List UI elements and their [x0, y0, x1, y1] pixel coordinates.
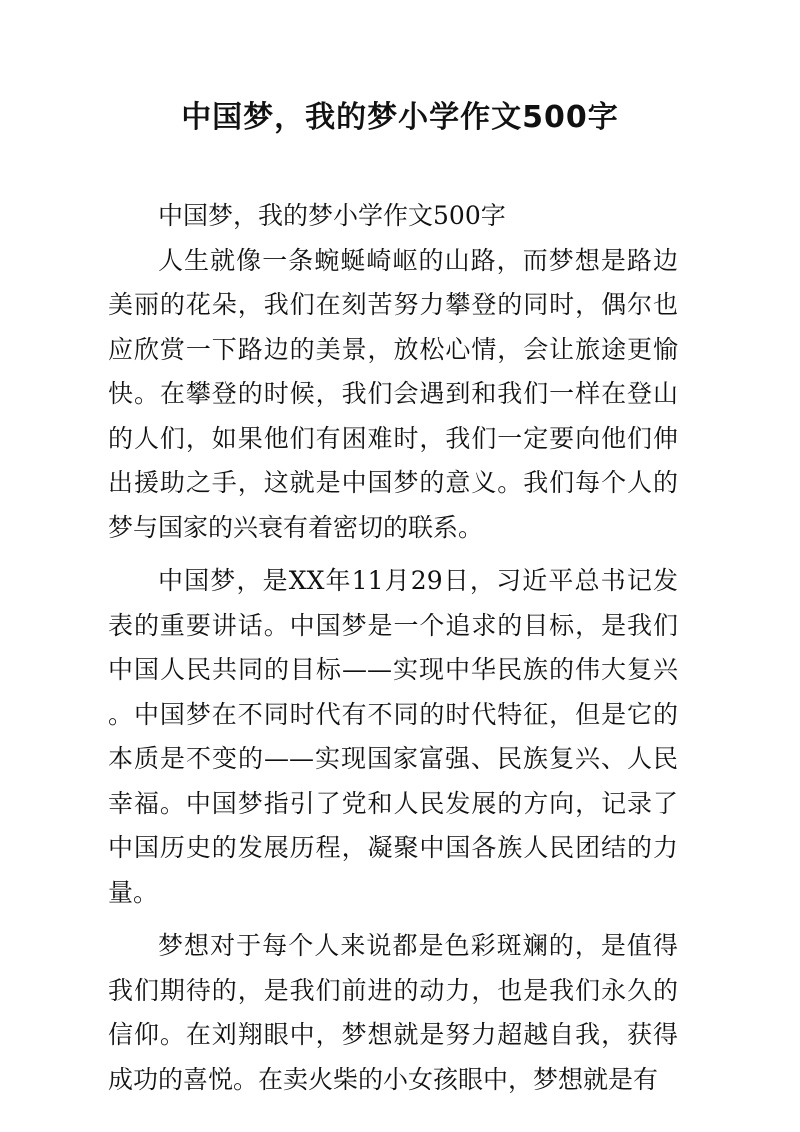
body-paragraph: 中国梦，是XX年11月29日，习近平总书记发表的重要讲话。中国梦是一个追求的目标，是我们中国人民共同的目标——实现中华民族的伟大复兴。中国梦在不同时代有不同的时代特征，但是它的本质是不变的——实现国家富强、民族复兴、人民幸福。中国梦指引了党和人民发展的方向，记录了中国历史的发展历程，凝聚中国各族人民团结的力量。 [108, 566, 678, 907]
body-paragraph: 梦想对于每个人来说都是色彩斑斓的，是值得我们期待的，是我们前进的动力，也是我们永久的信仰。在刘翔眼中，梦想就是努力超越自我，获得成功的喜悦。在卖火柴的小女孩眼中，梦想就是有 [108, 931, 678, 1094]
document-title: 中国梦，我的梦小学作文500字 [181, 100, 619, 135]
document-body [108, 194, 678, 1102]
body-paragraph: 人生就像一条蜿蜒崎岖的山路，而梦想是路边美丽的花朵，我们在刻苦努力攀登的同时，偶尔也应欣赏一下路边的美景，放松心情，会让旅途更愉快。在攀登的时候，我们会遇到和我们一样在登山的人们，如果他们有困难时，我们一定要向他们伸出援助之手，这就是中国梦的意义。我们每个人的梦与国家的兴衰有着密切的联系。 [108, 245, 678, 542]
subtitle-paragraph: 中国梦，我的梦小学作文500字 [158, 201, 506, 230]
